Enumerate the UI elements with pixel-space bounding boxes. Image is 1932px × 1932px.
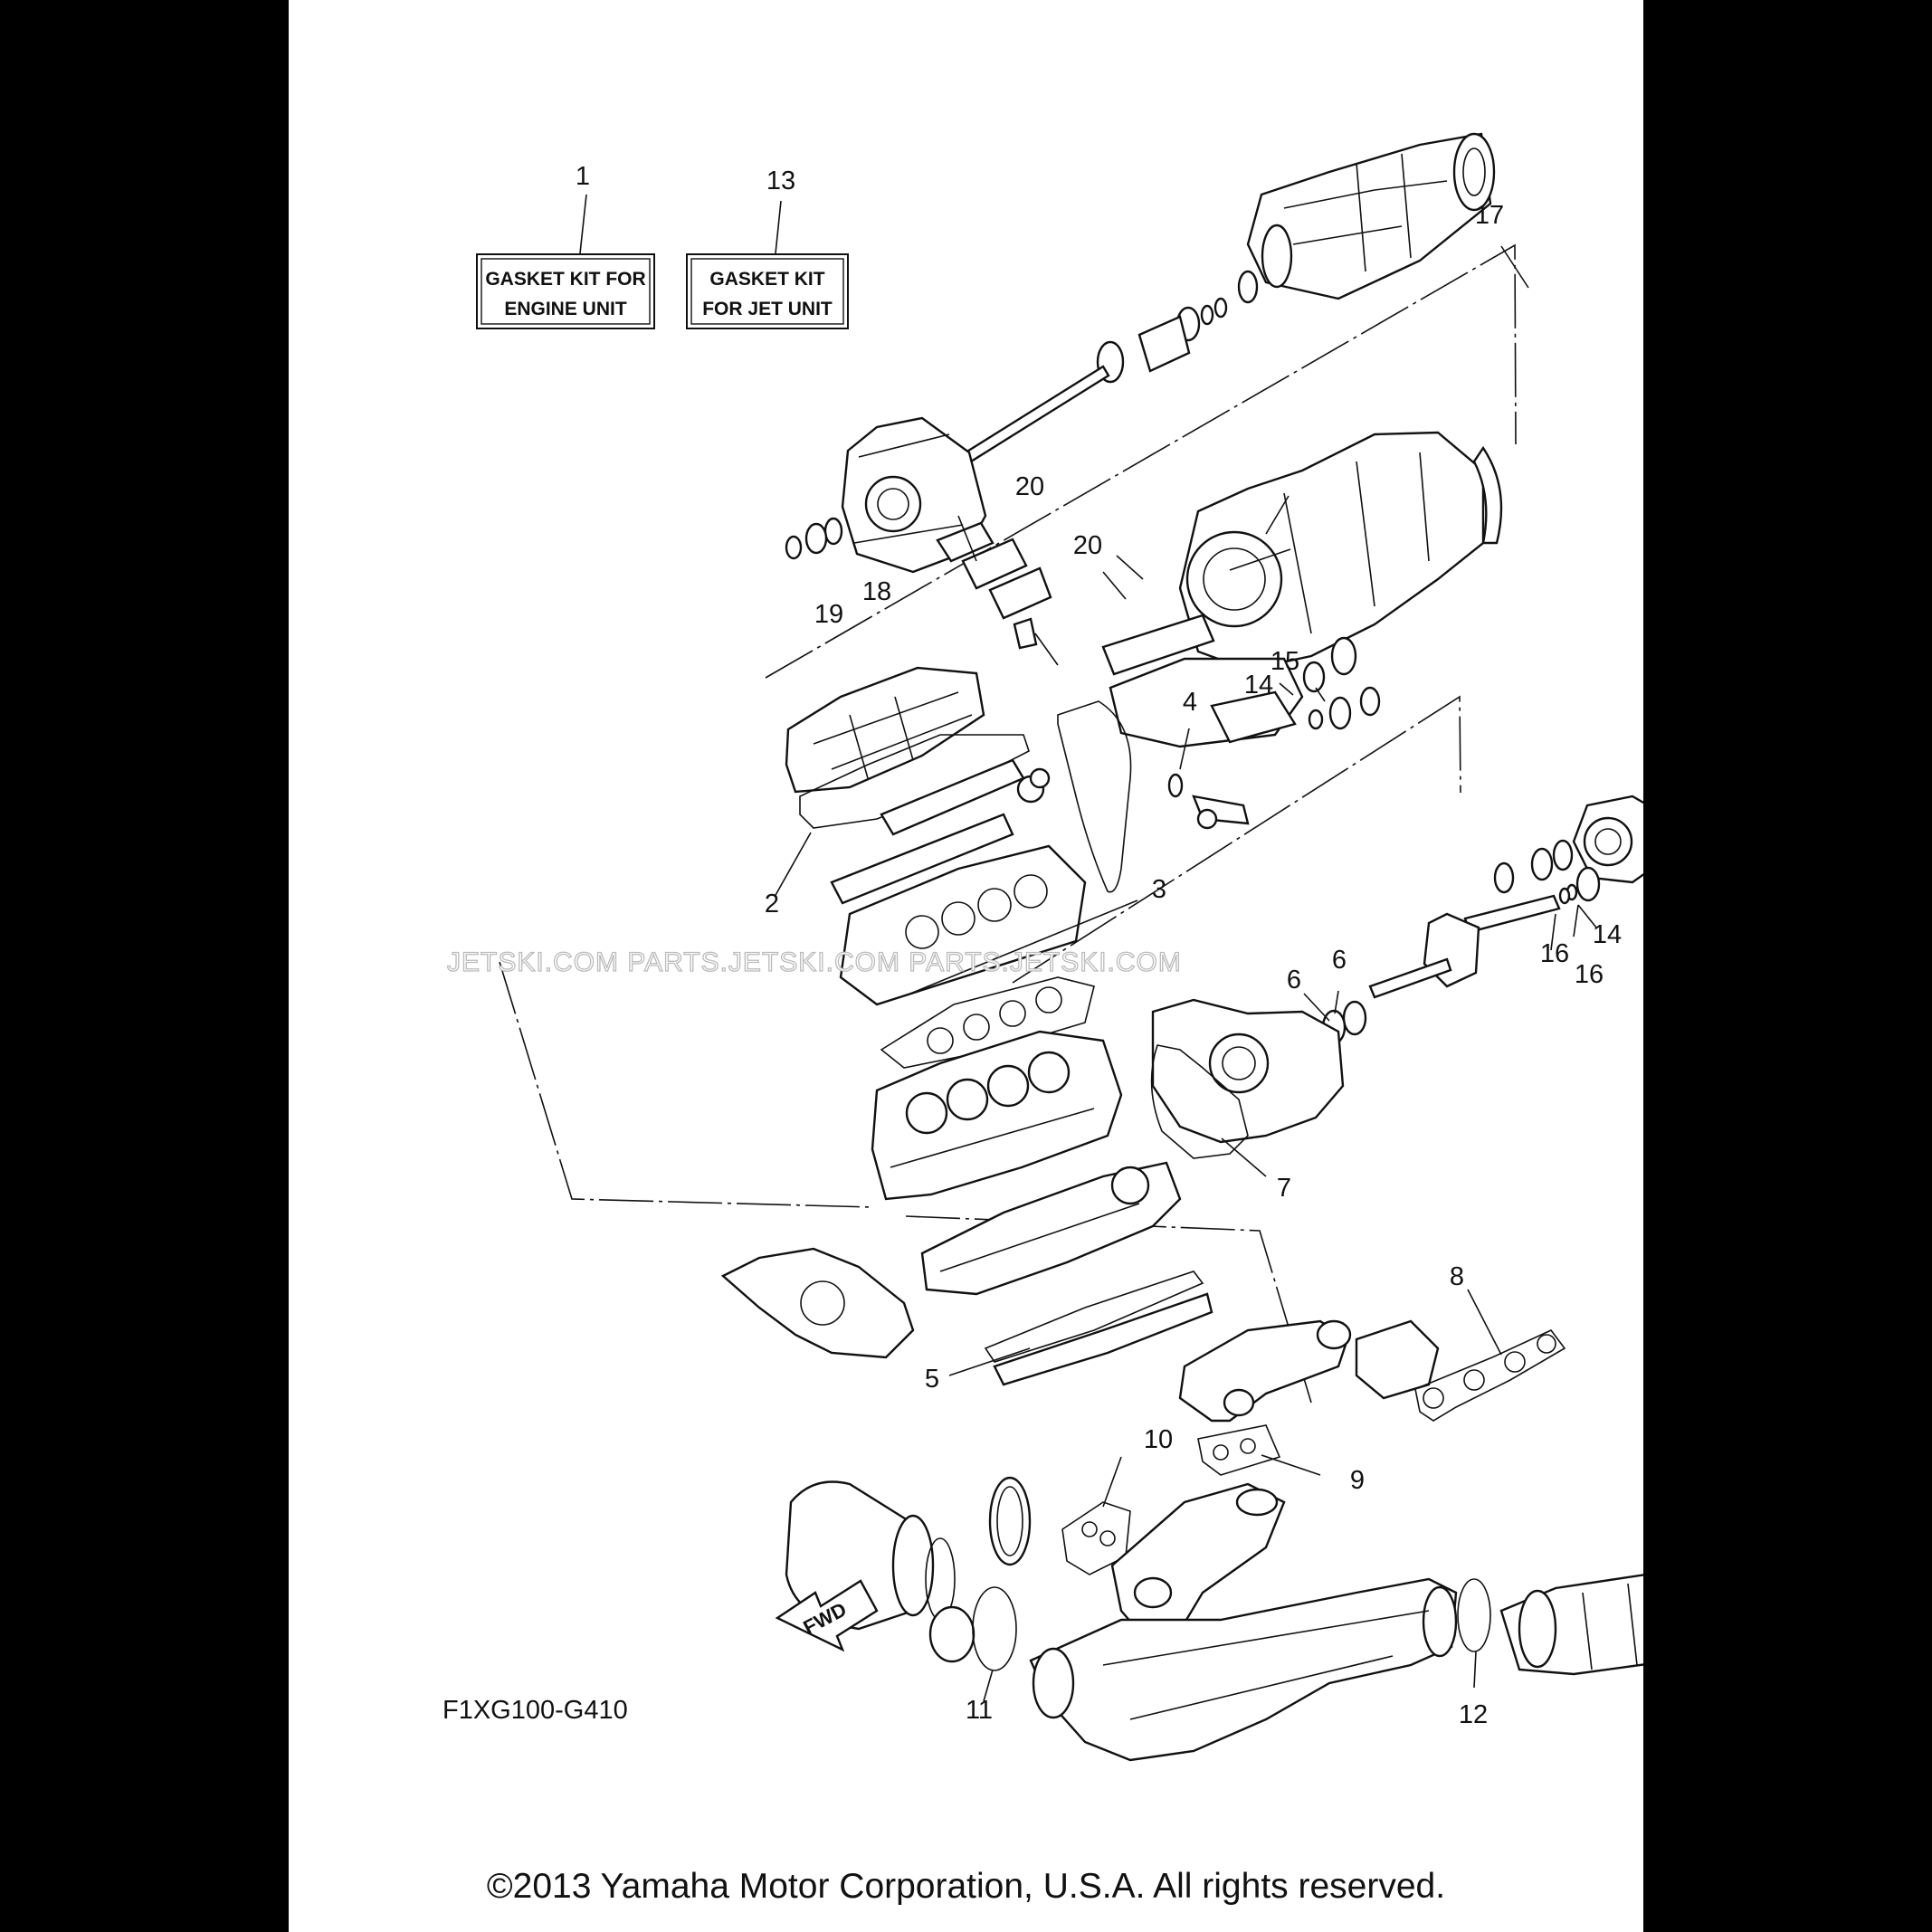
callout-4: 4 [1182, 688, 1198, 717]
callout-7: 7 [1276, 1174, 1292, 1203]
diagram-sheet [289, 0, 1643, 1932]
callout-6a: 6 [1286, 966, 1302, 995]
figure-code: F1XG100-G410 [443, 1696, 628, 1725]
callout-10: 10 [1143, 1425, 1174, 1454]
callout-20b: 20 [1072, 531, 1103, 560]
callout-14b: 14 [1592, 920, 1623, 949]
valve-cover-part [786, 668, 984, 792]
exhaust-pipe-part [1031, 1579, 1456, 1760]
callout-15: 15 [1270, 647, 1300, 676]
callout-16b: 16 [1574, 960, 1604, 989]
chain-case-part [1153, 1000, 1343, 1142]
callout-5: 5 [924, 1365, 940, 1394]
fwd-label: FWD [799, 1597, 851, 1640]
callout-13: 13 [766, 167, 796, 195]
exploded-parts-diagram [289, 0, 1643, 1932]
callout-11: 11 [965, 1696, 994, 1725]
kit-engine-line2: ENGINE UNIT [504, 299, 627, 319]
jet-unit-body-part [1180, 433, 1501, 670]
callout-19: 19 [814, 600, 844, 629]
callout-2: 2 [764, 890, 780, 918]
side-cover-part [723, 1249, 913, 1357]
callout-14a: 14 [1243, 671, 1274, 700]
kit-box-jet [687, 254, 848, 328]
jet-pump-housing-part [1248, 134, 1494, 299]
kit-jet-line1: GASKET KIT [709, 269, 825, 290]
callout-16a: 16 [1539, 939, 1570, 968]
callout-9: 9 [1349, 1466, 1366, 1495]
callout-12: 12 [1458, 1700, 1489, 1729]
callout-6b: 6 [1331, 946, 1347, 975]
kit-jet-line2: FOR JET UNIT [702, 299, 833, 319]
copyright-notice: ©2013 Yamaha Motor Corporation, U.S.A. All rights reserved. [486, 1867, 1446, 1906]
callout-8: 8 [1449, 1262, 1465, 1291]
water-lock-hose-part [1501, 1538, 1643, 1674]
kit-engine-line1: GASKET KIT FOR [485, 269, 646, 290]
callout-20a: 20 [1014, 472, 1045, 501]
kit-box-engine [477, 254, 654, 328]
exhaust-manifold-part [1180, 1321, 1350, 1421]
callout-17: 17 [1474, 201, 1505, 230]
cylinder-block-part [872, 1032, 1121, 1199]
callout-1: 1 [575, 162, 591, 191]
callout-18: 18 [861, 577, 892, 606]
callout-3: 3 [1151, 875, 1167, 904]
watermark: JETSKI.COM PARTS.JETSKI.COM PARTS.JETSKI.COM [447, 947, 1182, 977]
